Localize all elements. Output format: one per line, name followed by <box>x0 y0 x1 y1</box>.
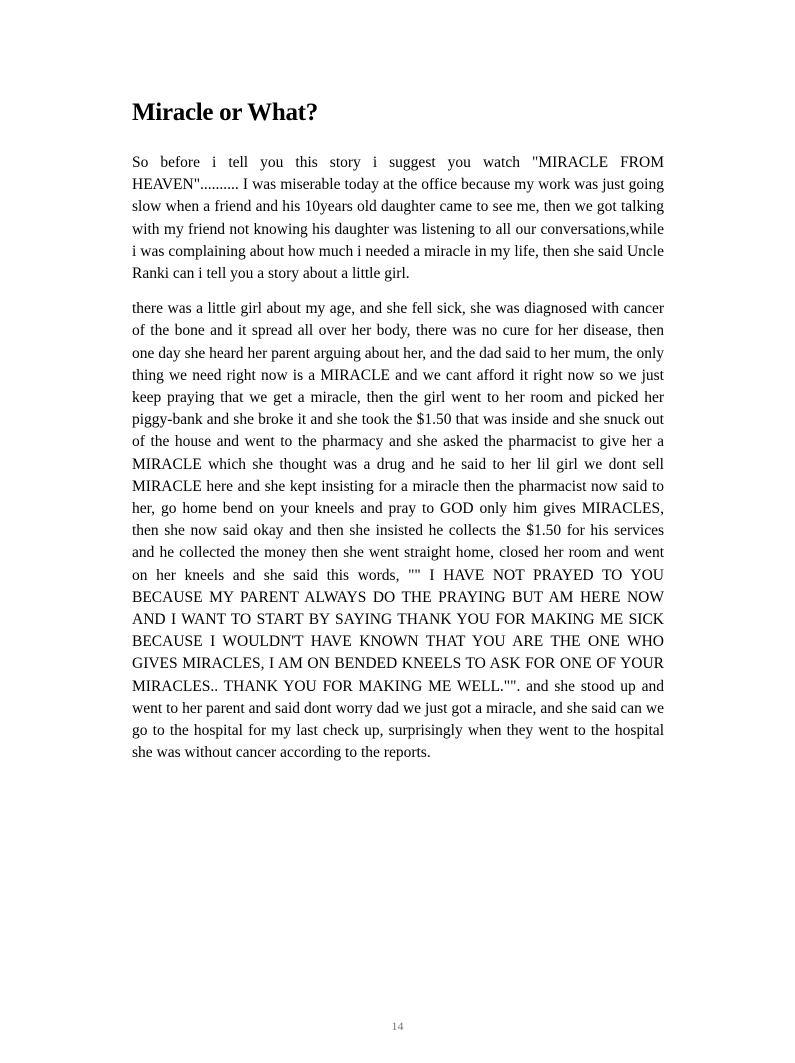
body-text <box>132 152 664 764</box>
paragraph-intro: So before i tell you this story i suggest you watch "MIRACLE FROM HEAVEN".......... I was miserable today at the office because my work was just going slow when a friend and his 10years old daughter came to see me, then we got talking with my friend not knowing his daughter was listening to all our conversations,while i was complaining about how much i needed a miracle in my life, then she said Uncle Ranki can i tell you a story about a little girl. <box>132 154 664 283</box>
paragraph-story: there was a little girl about my age, and she fell sick, she was diagnosed with cancer of the bone and it spread all over her body, there was no cure for her disease, then one day she heard her parent arguing about her, and the dad said to her mum, the only thing we need right now is a MIRACLE and we cant afford it right now so we just keep praying that we get a miracle, then the girl went to her room and picked her piggy-bank and she broke it and she took the $1.50 that was inside and she snuck out of the house and went to the pharmacy and she asked the pharmacist to give her a MIRACLE which she thought was a drug and he said to her lil girl we dont sell MIRACLE here and she kept insisting for a miracle then the pharmacist now said to her, go home bend on your kneels and pray to GOD only him gives MIRACLES, then she now said okay and then she insisted he collects the $1.50 for his services and he collected the money then she went straight home, closed her room and went on her kneels and she said this words, "" I HAVE NOT PRAYED TO YOU BECAUSE MY PARENT ALWAYS DO THE PRAYING BUT AM HERE NOW AND I WANT TO START BY SAYING THANK YOU FOR MAKING ME SICK BECAUSE I WOULDN'T HAVE KNOWN THAT YOU ARE THE ONE WHO GIVES MIRACLES, I AM ON BENDED KNEELS TO ASK FOR ONE OF YOUR MIRACLES.. THANK YOU FOR MAKING ME WELL."". and she stood up and went to her parent and said dont worry dad we just got a miracle, and she said can we go to the hospital for my last check up, surprisingly when they went to the hospital she was without cancer according to the reports. <box>132 300 664 762</box>
page-number: 14 <box>391 1019 404 1033</box>
page-title: Miracle or What? <box>132 99 318 126</box>
